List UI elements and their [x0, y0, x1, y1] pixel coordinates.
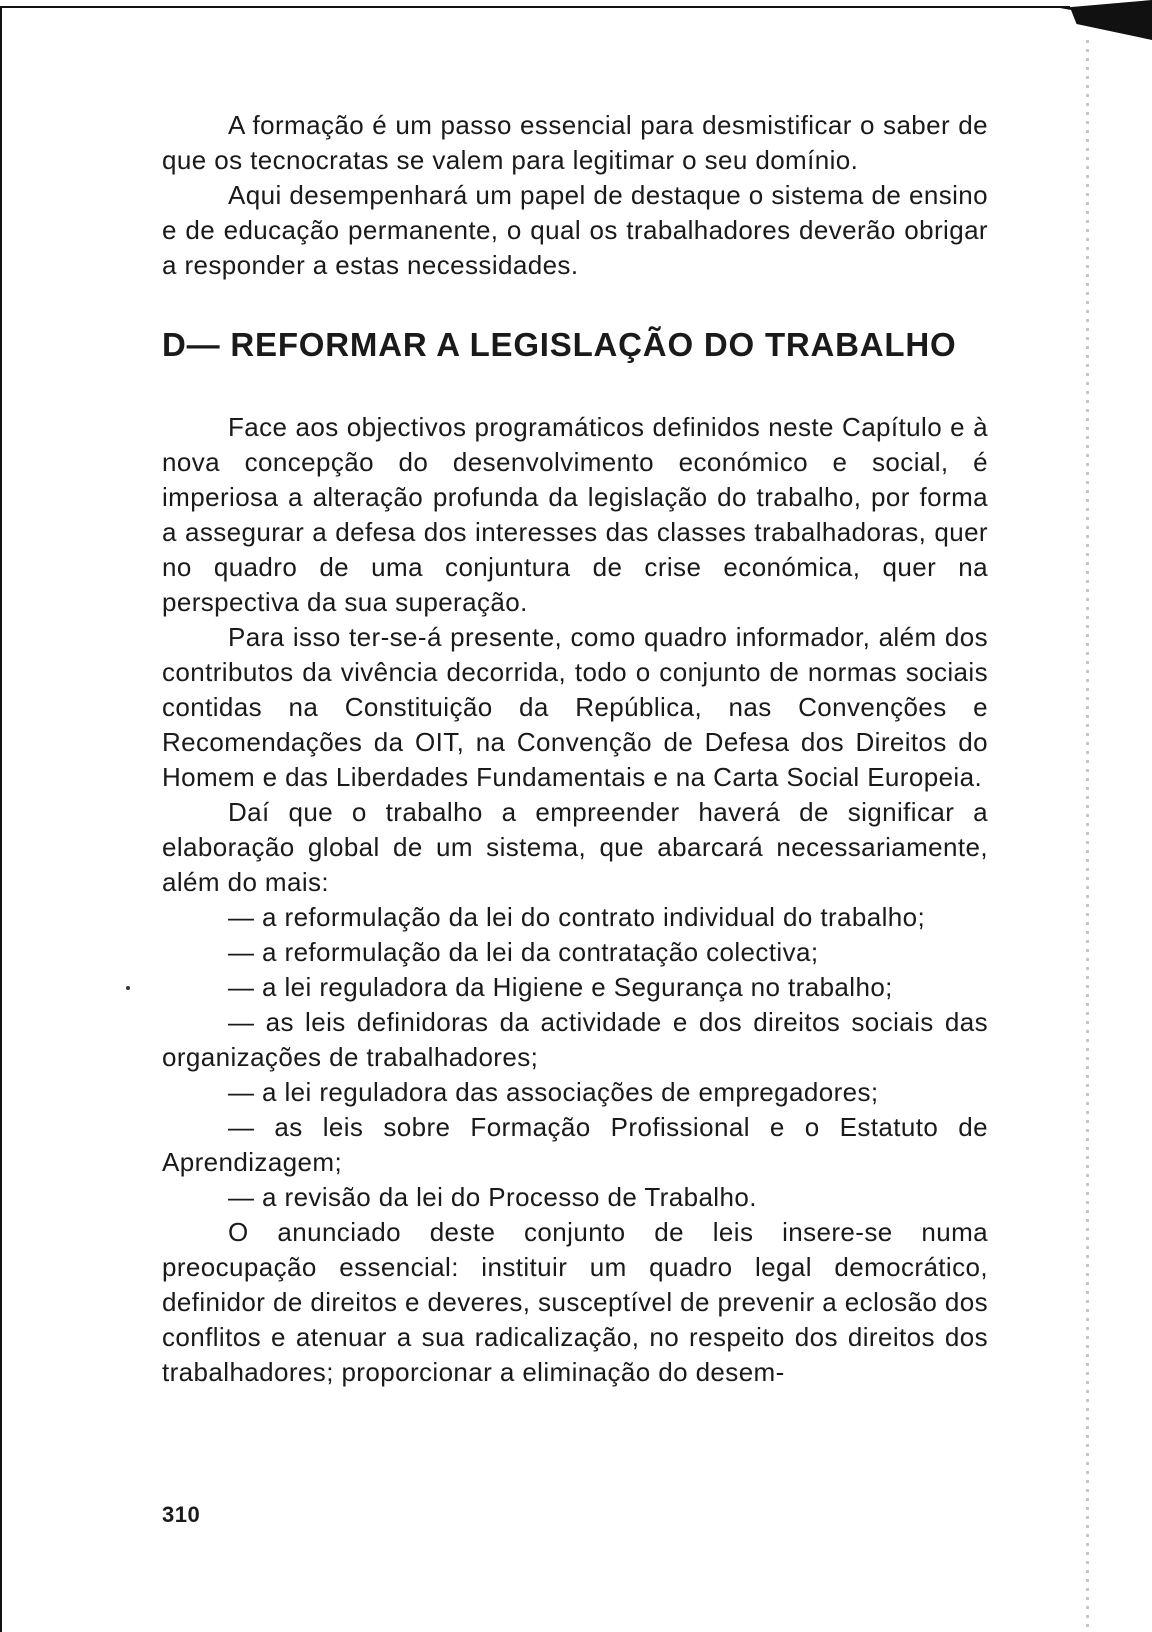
- paragraph: Para isso ter-se-á presente, como quadro informador, além dos contributos da vivência decorrida, todo o conjunto de normas sociais contidas na Constituição da República, nas Convenções e Recomendações da OIT, na Convenção de Defesa dos Direitos do Homem e das Liberdades Fundamentais e na Carta Social Europeia.: [162, 622, 988, 792]
- list-item: — as leis sobre Formação Profissional e o Estatuto de Aprendizagem;: [162, 1112, 988, 1177]
- list-item: — a revisão da lei do Processo de Trabalho.: [228, 1182, 757, 1212]
- list-item: — as leis definidoras da actividade e dos direitos sociais das organizações de trabalhadores;: [162, 1007, 988, 1072]
- list-item: — a reformulação da lei do contrato individual do trabalho;: [228, 902, 926, 932]
- scan-border-left: [0, 6, 2, 1632]
- scan-border-right: [1086, 40, 1089, 1632]
- scan-corner-shadow: [1060, 0, 1152, 40]
- list-item: — a reformulação da lei da contratação colectiva;: [228, 937, 819, 967]
- paragraph: A formação é um passo essencial para desmistificar o saber de que os tecnocratas se valem para legitimar o seu domínio.: [162, 110, 988, 175]
- page-number: 310: [162, 1502, 201, 1527]
- paragraph: Face aos objectivos programáticos definidos neste Capítulo e à nova concepção do desenvolvimento económico e social, é imperiosa a alteração profunda da legislação do trabalho, por forma a assegurar a defesa dos interesses das classes trabalhadoras, quer no quadro de uma conjuntura de crise económica, quer na perspectiva da sua superação.: [162, 412, 988, 617]
- paragraph: Aqui desempenhará um papel de destaque o sistema de ensino e de educação permanente, o qual os trabalhadores deverão obrigar a responder a estas necessidades.: [162, 180, 988, 280]
- scan-border-top: [0, 6, 1070, 8]
- paragraph: O anunciado deste conjunto de leis insere-se numa preocupação essencial: instituir um quadro legal democrático, definidor de direitos e deveres, susceptível de prevenir a eclosão dos conflitos e atenuar a sua radicalização, no respeito dos direitos dos trabalhadores; proporcionar a eliminação do desem-: [162, 1217, 988, 1387]
- section-heading: D— REFORMAR A LEGISLAÇÃO DO TRABALHO: [162, 326, 957, 363]
- scan-speck: [126, 986, 130, 990]
- paragraph: Daí que o trabalho a empreender haverá de significar a elaboração global de um sistema, que abarcará necessariamente, além do mais:: [162, 797, 988, 897]
- list-item: — a lei reguladora das associações de empregadores;: [228, 1077, 879, 1107]
- page-body: [162, 108, 988, 1390]
- list-item: — a lei reguladora da Higiene e Segurança no trabalho;: [228, 972, 893, 1002]
